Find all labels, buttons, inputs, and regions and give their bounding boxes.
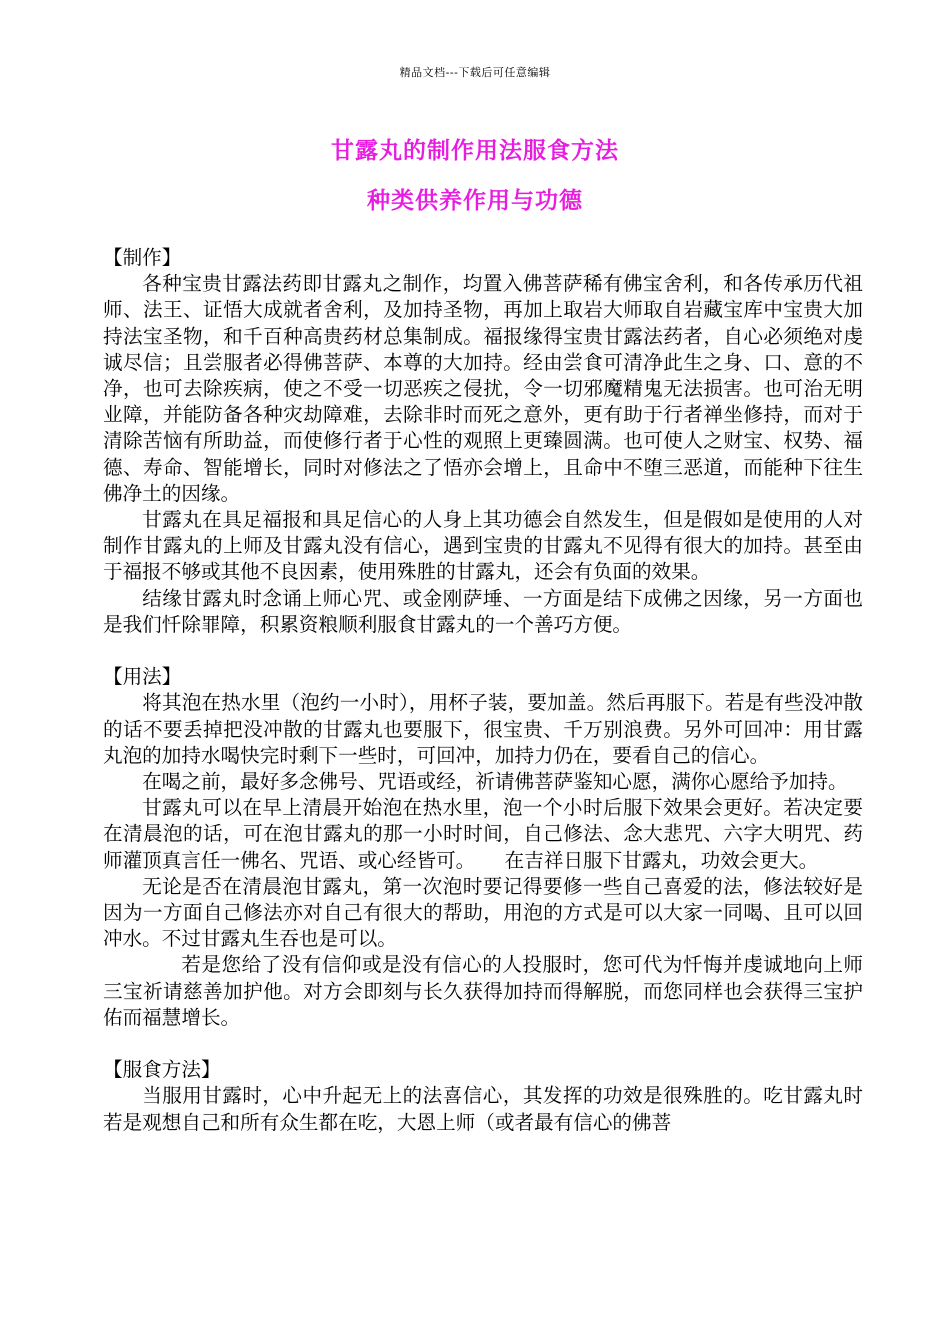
paragraph: 无论是否在清晨泡甘露丸，第一次泡时要记得要修一些自己喜爱的法，修法较好是因为一方面自己修法亦对自己有很大的帮助，用泡的方式是可以大家一同喝、且可以回冲水。不过甘露丸生吞也是可以。	[103, 874, 863, 951]
paragraph: 甘露丸在具足福报和具足信心的人身上其功德会自然发生，但是假如是使用的人对制作甘露丸的上师及甘露丸没有信心，遇到宝贵的甘露丸不见得有很大的加持。甚至由于福报不够或其他不良因素，使用殊胜的甘露丸，还会有负面的效果。	[103, 508, 863, 584]
document-subtitle: 种类供养作用与功德	[367, 187, 583, 214]
paragraph: 在喝之前，最好多念佛号、咒语或经，祈请佛菩萨鉴知心愿，满你心愿给予加持。	[142, 770, 848, 794]
document-body	[103, 245, 863, 1136]
paragraph: 当服用甘露时，心中升起无上的法喜信心，其发挥的功效是很殊胜的。吃甘露丸时若是观想自己和所有众生都在吃，大恩上师（或者最有信心的佛菩	[103, 1084, 863, 1134]
section-heading-usage: 【用法】	[103, 665, 182, 689]
paragraph: 若是您给了没有信仰或是没有信心的人投服时，您可代为忏悔并虔诚地向上师三宝祈请慈善加护他。对方会即刻与长久获得加持而得解脱，而您同样也会获得三宝护佑而福慧增长。	[103, 953, 863, 1029]
section-heading-method: 【服食方法】	[103, 1058, 221, 1082]
paragraph: 将其泡在热水里（泡约一小时），用杯子装，要加盖。然后再服下。若是有些没冲散的话不要丢掉把没冲散的甘露丸也要服下，很宝贵、千万别浪费。另外可回冲：用甘露丸泡的加持水喝快完时剩下一些时，可回冲，加持力仍在，要看自己的信心。	[103, 691, 863, 767]
paragraph: 各种宝贵甘露法药即甘露丸之制作，均置入佛菩萨稀有佛宝舍利，和各传承历代祖师、法王、证悟大成就者舍利，及加持圣物，再加上取岩大师取自岩藏宝库中宝贵大加持法宝圣物，和千百种高贵药材总集制成。福报缘得宝贵甘露法药者，自心必须绝对虔诚尽信；且尝服者必得佛菩萨、本尊的大加持。经由尝食可清净此生之身、口、意的不净，也可去除疾病，使之不受一切恶疾之侵扰，令一切邪魔精鬼无法损害。也可治无明业障，并能防备各种灾劫障难，去除非时而死之意外，更有助于行者禅坐修持，而对于清除苦恼有所助益，而使修行者于心性的观照上更臻圆满。也可使人之财宝、权势、福德、寿命、智能增长，同时对修法之了悟亦会增上，且命中不堕三恶道，而能种下往生佛净土的因缘。	[103, 272, 863, 505]
section-heading-making: 【制作】	[103, 246, 182, 269]
section-gap	[103, 1031, 863, 1057]
section-gap	[103, 638, 863, 664]
document-title: 甘露丸的制作用法服食方法	[331, 137, 619, 164]
header-note: 精品文档---下载后可任意编辑	[399, 66, 551, 79]
paragraph: 甘露丸可以在早上清晨开始泡在热水里，泡一个小时后服下效果会更好。若决定要在清晨泡的话，可在泡甘露丸的那一小时时间，自己修法、念大悲咒、六字大明咒、药师灌顶真言任一佛名、咒语、或心经皆可。 在吉祥日服下甘露丸，功效会更大。	[103, 796, 863, 872]
paragraph: 结缘甘露丸时念诵上师心咒、或金刚萨埵、一方面是结下成佛之因缘，另一方面也是我们忏除罪障，积累资粮顺利服食甘露丸的一个善巧方便。	[103, 586, 863, 636]
